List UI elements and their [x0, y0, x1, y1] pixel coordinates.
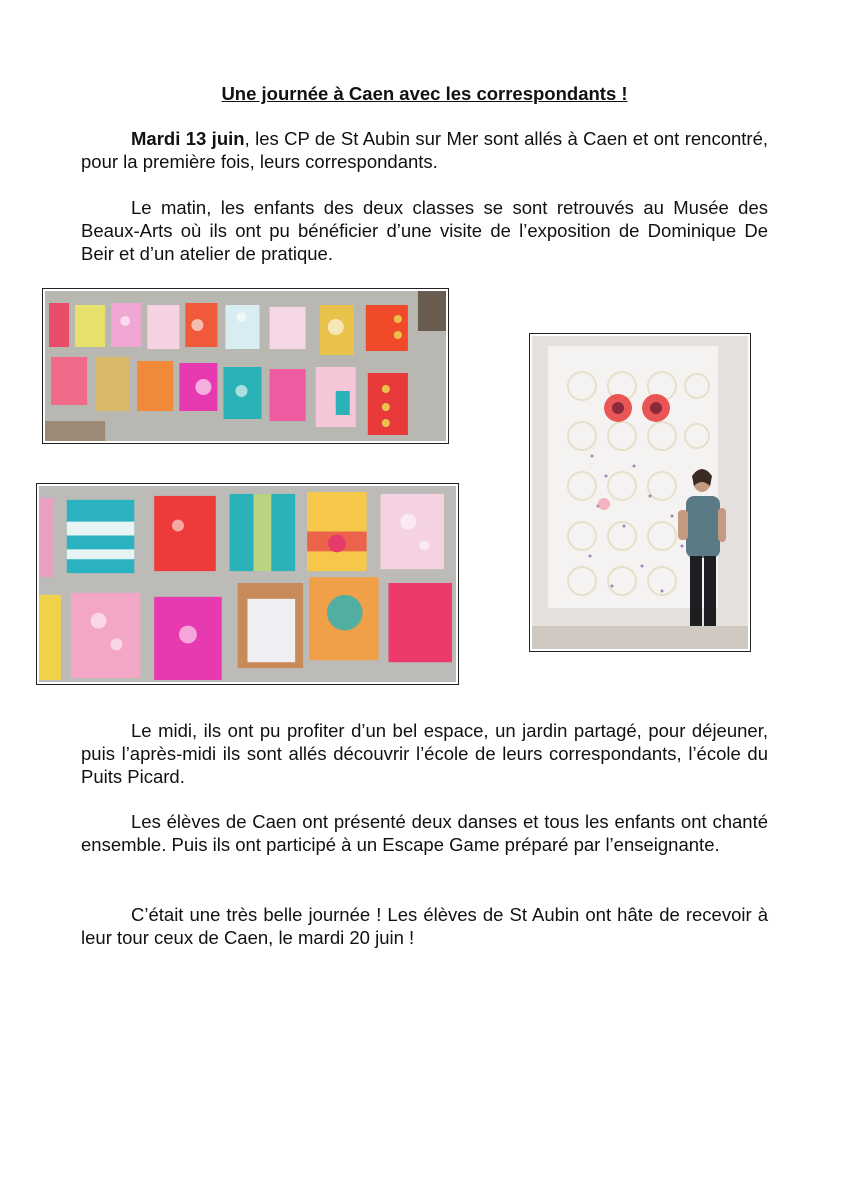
- photo-artworks-bottom: [36, 483, 459, 685]
- paragraph-3: Le midi, ils ont pu profiter d’un bel espace, un jardin partagé, pour déjeuner, puis l’après-midi ils sont allés découvrir l’école de leurs correspondants, l’école du Puits Picard.: [81, 720, 768, 787]
- paragraph-2: Le matin, les enfants des deux classes se sont retrouvés au Musée des Beaux-Arts où ils ont pu bénéficier d’une visite de l’exposition de Dominique De Beir et d’un atelier de pratique.: [81, 197, 768, 264]
- exhibition-illustration: [532, 336, 748, 649]
- paragraph-1: [81, 127, 768, 173]
- page-title: Une journée à Caen avec les correspondants !: [221, 83, 628, 104]
- artworks-bottom-illustration: [39, 486, 456, 682]
- paragraph-4: Les élèves de Caen ont présenté deux danses et tous les enfants ont chanté ensemble. Puis ils ont participé à un Escape Game préparé par l’enseignante.: [81, 811, 768, 855]
- paragraph-1-date: Mardi 13 juin: [131, 128, 245, 149]
- paragraph-5: C’était une très belle journée ! Les élèves de St Aubin ont hâte de recevoir à leur tour ceux de Caen, le mardi 20 juin !: [81, 904, 768, 948]
- photo-artworks-top: [42, 288, 449, 444]
- artworks-top-illustration: [45, 291, 446, 441]
- paragraph-1-text: , les CP de St Aubin sur Mer sont allés à Caen et ont rencontré, pour la première fois, leurs correspondants.: [81, 128, 769, 172]
- photo-exhibition: [529, 333, 751, 652]
